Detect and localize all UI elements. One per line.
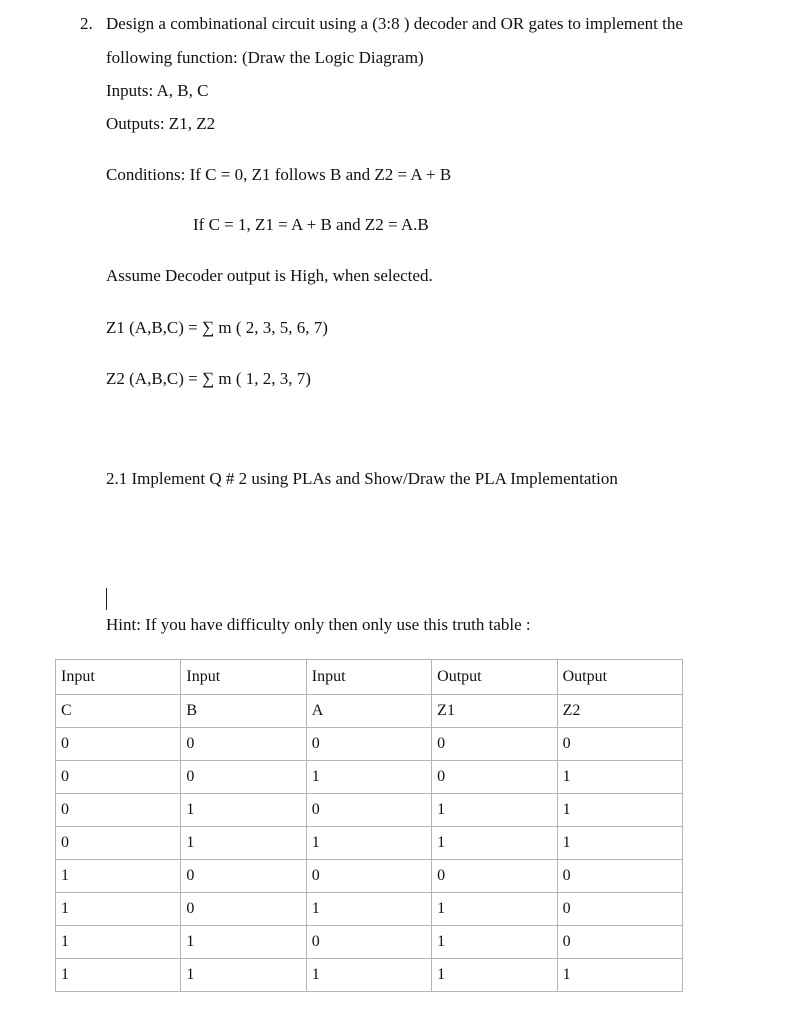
truth-table bbox=[55, 659, 683, 992]
table-cell: 1 bbox=[306, 761, 431, 794]
table-header-cell: B bbox=[181, 695, 306, 728]
table-cell: 0 bbox=[56, 761, 181, 794]
table-cell: 0 bbox=[306, 794, 431, 827]
table-cell: 1 bbox=[557, 794, 682, 827]
table-header-cell: Z1 bbox=[432, 695, 557, 728]
table-cell: 0 bbox=[306, 728, 431, 761]
table-header-cell: Input bbox=[181, 660, 306, 695]
outputs-line: Outputs: Z1, Z2 bbox=[106, 114, 216, 133]
table-row bbox=[56, 860, 683, 893]
table-cell: 1 bbox=[306, 959, 431, 992]
table-cell: 1 bbox=[432, 926, 557, 959]
table-cell: 1 bbox=[432, 794, 557, 827]
z2-minterms: Z2 (A,B,C) = ∑ m ( 1, 2, 3, 7) bbox=[106, 369, 311, 388]
table-cell: 1 bbox=[306, 827, 431, 860]
table-cell: 0 bbox=[181, 761, 306, 794]
table-cell: 0 bbox=[306, 926, 431, 959]
table-cell: 0 bbox=[432, 860, 557, 893]
table-cell: 1 bbox=[557, 761, 682, 794]
table-header-row bbox=[56, 660, 683, 695]
table-row bbox=[56, 794, 683, 827]
table-row bbox=[56, 827, 683, 860]
table-row bbox=[56, 728, 683, 761]
table-cell: 1 bbox=[56, 926, 181, 959]
table-cell: 1 bbox=[557, 827, 682, 860]
table-variable-row bbox=[56, 695, 683, 728]
inputs-line: Inputs: A, B, C bbox=[106, 81, 209, 100]
table-cell: 0 bbox=[432, 728, 557, 761]
table-row bbox=[56, 959, 683, 992]
table-header-cell: Input bbox=[306, 660, 431, 695]
table-cell: 1 bbox=[181, 926, 306, 959]
table-cell: 0 bbox=[181, 860, 306, 893]
z1-minterms: Z1 (A,B,C) = ∑ m ( 2, 3, 5, 6, 7) bbox=[106, 318, 328, 337]
table-cell: 0 bbox=[557, 860, 682, 893]
subquestion-2-1: 2.1 Implement Q # 2 using PLAs and Show/Draw the PLA Implementation bbox=[106, 469, 618, 488]
table-cell: 1 bbox=[181, 959, 306, 992]
question-line-1: Design a combinational circuit using a (3:8 ) decoder and OR gates to implement the bbox=[106, 14, 683, 33]
table-cell: 1 bbox=[56, 893, 181, 926]
question-number: 2. bbox=[80, 14, 93, 33]
table-cell: 1 bbox=[557, 959, 682, 992]
table-cell: 0 bbox=[432, 761, 557, 794]
table-header-cell: C bbox=[56, 695, 181, 728]
table-header-cell: Z2 bbox=[557, 695, 682, 728]
table-cell: 0 bbox=[306, 860, 431, 893]
table-row bbox=[56, 926, 683, 959]
table-cell: 1 bbox=[306, 893, 431, 926]
table-header-cell: Output bbox=[432, 660, 557, 695]
table-cell: 0 bbox=[181, 893, 306, 926]
table-cell: 0 bbox=[56, 827, 181, 860]
table-row bbox=[56, 893, 683, 926]
table-cell: 0 bbox=[557, 926, 682, 959]
condition-c1: If C = 1, Z1 = A + B and Z2 = A.B bbox=[193, 215, 429, 234]
text-cursor bbox=[106, 588, 107, 610]
decoder-assumption: Assume Decoder output is High, when selected. bbox=[106, 266, 433, 285]
table-cell: 1 bbox=[181, 827, 306, 860]
table-cell: 1 bbox=[56, 860, 181, 893]
table-header-cell: Output bbox=[557, 660, 682, 695]
question-line-2: following function: (Draw the Logic Diagram) bbox=[106, 48, 424, 67]
table-cell: 1 bbox=[181, 794, 306, 827]
table-cell: 1 bbox=[432, 827, 557, 860]
table-cell: 1 bbox=[56, 959, 181, 992]
table-cell: 0 bbox=[56, 728, 181, 761]
table-row bbox=[56, 761, 683, 794]
condition-c0: Conditions: If C = 0, Z1 follows B and Z2 = A + B bbox=[106, 165, 452, 184]
table-header-cell: Input bbox=[56, 660, 181, 695]
table-cell: 0 bbox=[557, 728, 682, 761]
table-cell: 1 bbox=[432, 893, 557, 926]
hint-line: Hint: If you have difficulty only then only use this truth table : bbox=[106, 615, 531, 634]
table-cell: 0 bbox=[181, 728, 306, 761]
table-header-cell: A bbox=[306, 695, 431, 728]
table-cell: 0 bbox=[557, 893, 682, 926]
table-cell: 0 bbox=[56, 794, 181, 827]
table-cell: 1 bbox=[432, 959, 557, 992]
